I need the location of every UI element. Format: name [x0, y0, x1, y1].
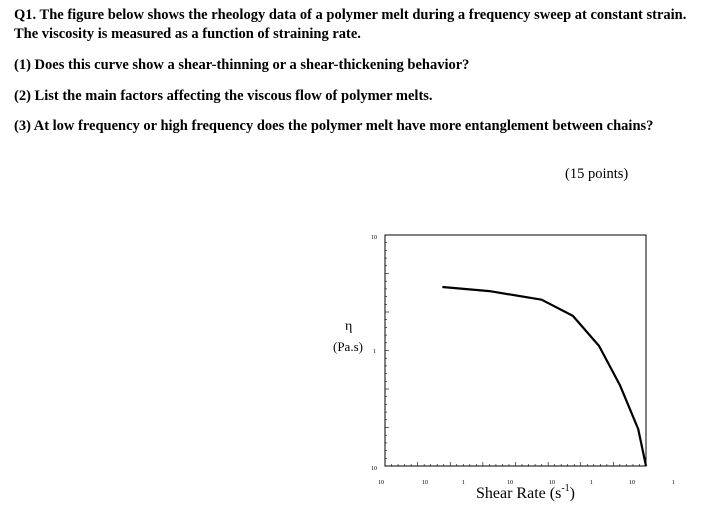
- question-part-3: (3) At low frequency or high frequency does the polymer melt have more entanglement between chains?: [14, 118, 654, 134]
- x-tick-label-7: 10: [629, 480, 635, 486]
- x-tick-label-2: 10: [422, 480, 428, 486]
- x-axis-label-text: Shear Rate (s: [476, 485, 562, 502]
- x-axis-label-exponent: -1: [561, 483, 570, 494]
- y-axis-unit: (Pa.s): [333, 339, 363, 354]
- y-axis-symbol: η: [345, 319, 353, 334]
- x-tick-label-3: 1: [462, 480, 465, 486]
- plot-frame: [385, 235, 646, 466]
- viscosity-curve: [442, 287, 646, 466]
- question-part-2: (2) List the main factors affecting the viscous flow of polymer melts.: [14, 88, 433, 104]
- y-tick-label-mid: 1: [373, 349, 376, 355]
- x-tick-label-4: 10: [507, 480, 513, 486]
- points-label: (15 points): [565, 166, 629, 182]
- x-axis-label-close: ): [569, 485, 575, 502]
- x-axis-label: [476, 483, 575, 502]
- x-tick-label-6: 1: [590, 480, 593, 486]
- minor-ticks: [385, 235, 646, 466]
- x-tick-label-8: 1: [672, 480, 675, 486]
- x-tick-label-1: 10: [378, 480, 384, 486]
- x-tick-label-5: 10: [549, 480, 555, 486]
- y-tick-label-top: 10: [371, 235, 377, 241]
- question-part-1: (1) Does this curve show a shear-thinning or a shear-thickening behavior?: [14, 57, 470, 73]
- question-intro: Q1. The figure below shows the rheology data of a polymer melt during a frequency sweep at constant strain. The viscosity is measured as a function of straining rate.: [14, 7, 687, 42]
- y-tick-label-bottom: 10: [371, 466, 377, 472]
